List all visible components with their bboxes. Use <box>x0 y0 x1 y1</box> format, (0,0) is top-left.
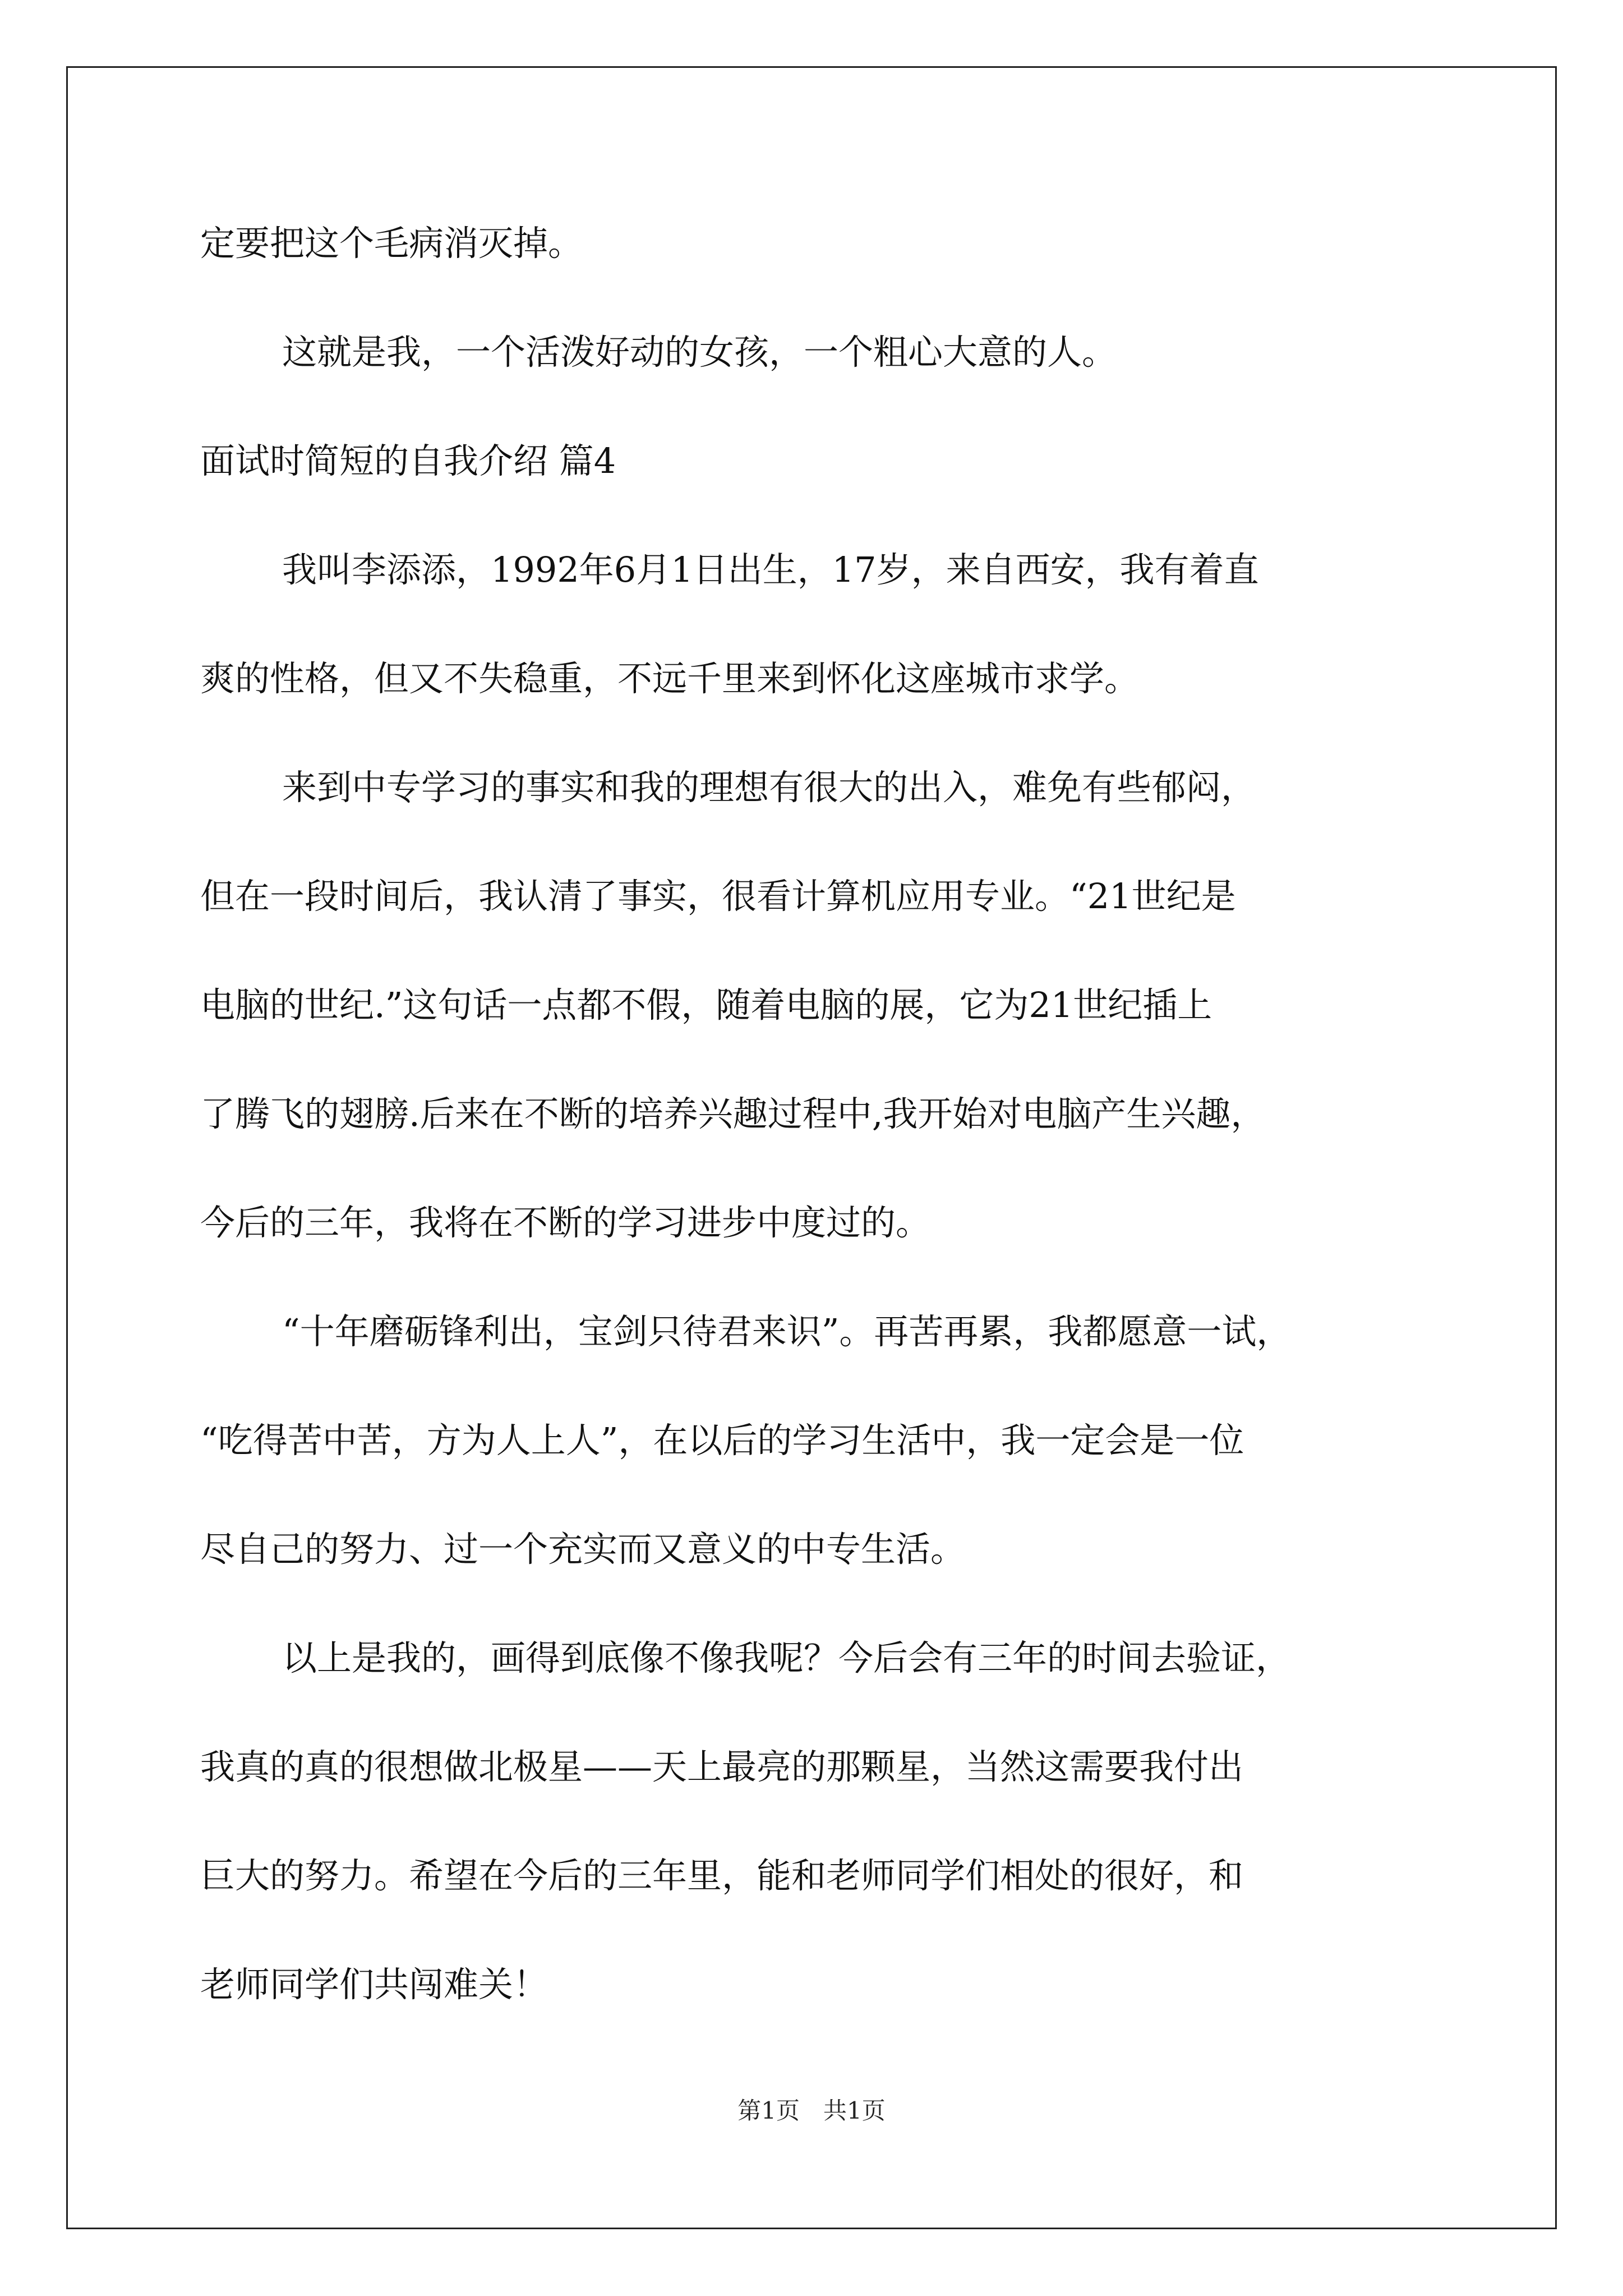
paragraph-line: 我叫李添添，1992年6月1日出生，17岁，来自西安，我有着直 <box>282 549 1259 590</box>
paragraph-line: 来到中专学习的事实和我的理想有很大的出入，难免有些郁闷， <box>282 767 1256 808</box>
section-heading: 面试时简短的自我介绍 篇4 <box>200 440 616 481</box>
paragraph-line: 我真的真的很想做北极星——天上最亮的那颗星，当然这需要我付出 <box>200 1746 1244 1787</box>
paragraph-line: 了腾飞的翅膀.后来在不断的培养兴趣过程中,我开始对电脑产生兴趣， <box>200 1093 1266 1134</box>
paragraph-line: “十年磨砺锋利出，宝剑只待君来识”。再苦再累，我都愿意一试， <box>282 1311 1292 1352</box>
paragraph-line: 以上是我的，画得到底像不像我呢？今后会有三年的时间去验证， <box>282 1637 1291 1678</box>
paragraph-line: 老师同学们共闯难关！ <box>200 1964 548 2005</box>
paragraph-line: 电脑的世纪.”这句话一点都不假，随着电脑的展，它为21世纪插上 <box>200 984 1212 1025</box>
paragraph-line: 今后的三年，我将在不断的学习进步中度过的。 <box>200 1202 931 1243</box>
paragraph-line: 但在一段时间后，我认清了事实，很看计算机应用专业。“21世纪是 <box>200 876 1236 917</box>
paragraph-line: “吃得苦中苦，方为人上人”，在以后的学习生活中，我一定会是一位 <box>200 1420 1244 1461</box>
paragraph-line: 爽的性格，但又不失稳重，不远千里来到怀化这座城市求学。 <box>200 658 1140 699</box>
page-footer: 第1页 共1页 <box>737 2097 886 2124</box>
paragraph-line: 这就是我，一个活泼好动的女孩，一个粗心大意的人。 <box>282 332 1117 372</box>
document-body <box>200 216 1428 2012</box>
paragraph-line: 定要把这个毛病消灭掉。 <box>200 223 583 264</box>
paragraph-line: 巨大的努力。希望在今后的三年里，能和老师同学们相处的很好，和 <box>200 1855 1244 1896</box>
paragraph-line: 尽自己的努力、过一个充实而又意义的中专生活。 <box>200 1529 966 1570</box>
